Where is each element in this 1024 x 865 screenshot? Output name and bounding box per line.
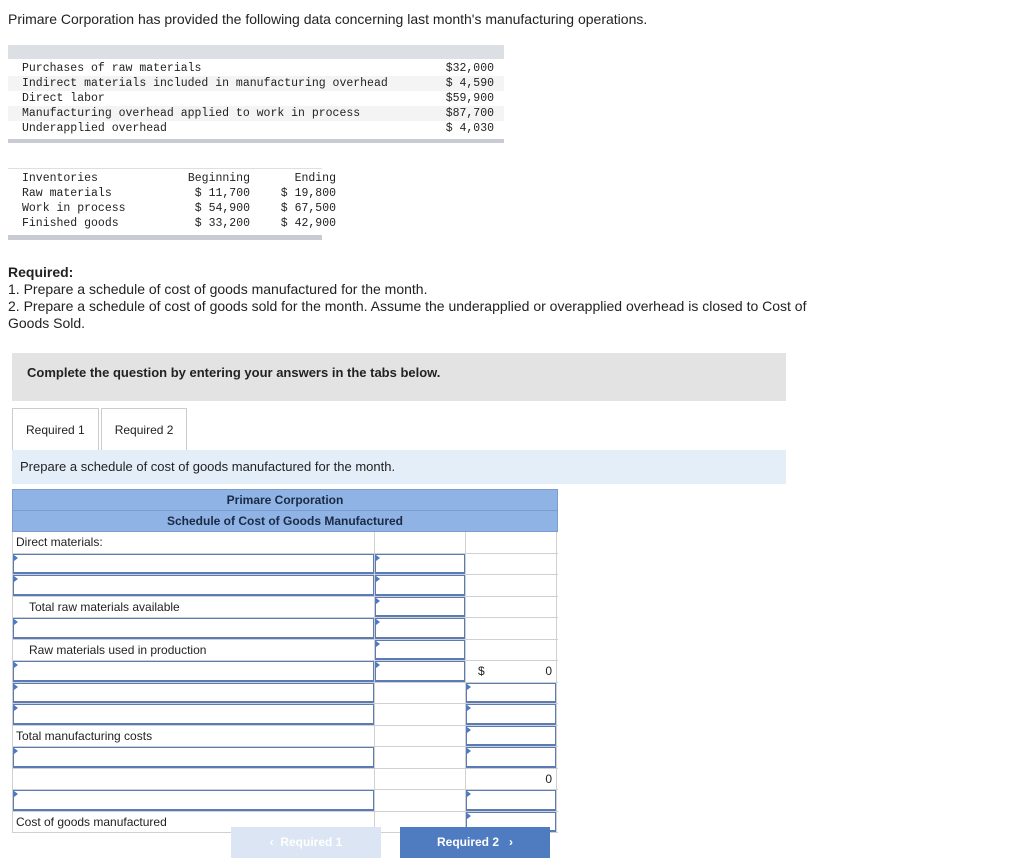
label-input[interactable] (13, 618, 374, 639)
table-row (12, 554, 558, 576)
next-label: Required 2 (436, 835, 499, 849)
raw-materials-used-label: Raw materials used in production (29, 642, 207, 657)
table-row (12, 532, 558, 554)
table-row (12, 726, 558, 748)
cogm-schedule (12, 489, 558, 833)
amount-input[interactable] (375, 640, 465, 661)
table-row: Purchases of raw materials $32,000 (22, 62, 494, 75)
prev-label: Required 1 (280, 835, 343, 849)
table-row (12, 575, 558, 597)
table-row (12, 640, 558, 662)
total-manufacturing-costs-label: Total manufacturing costs (16, 728, 153, 743)
table-row: Manufacturing overhead applied to work in process $87,700 (8, 106, 504, 121)
table-row (12, 790, 558, 812)
table-row (12, 597, 558, 619)
chevron-right-icon: › (509, 835, 514, 849)
label-input[interactable] (13, 683, 374, 704)
table-row (12, 618, 558, 640)
label-input[interactable] (13, 575, 374, 596)
tab-required-1[interactable]: Required 1 (12, 408, 99, 451)
required-section (8, 264, 848, 332)
table-row: Direct labor $59,900 (22, 92, 494, 105)
required-item-1: 1. Prepare a schedule of cost of goods manufactured for the month. (8, 281, 428, 297)
cogm-label: Cost of goods manufactured (16, 814, 167, 829)
schedule-company: Primare Corporation (226, 493, 344, 507)
table-row: Underapplied overhead $ 4,030 (22, 122, 494, 135)
table-row (12, 683, 558, 705)
table-row (12, 769, 558, 791)
inventories-table (8, 168, 336, 240)
amount-input[interactable] (466, 747, 556, 768)
table-row (12, 747, 558, 769)
table-row: Raw materials $ 11,700 $ 19,800 (22, 187, 336, 200)
amount-input[interactable] (375, 661, 465, 682)
table-header-row: Inventories Beginning Ending (22, 172, 336, 185)
amount-input[interactable] (375, 554, 465, 575)
table-row: Work in process $ 54,900 $ 67,500 (22, 202, 336, 215)
label-input[interactable] (13, 704, 374, 725)
next-button[interactable] (400, 827, 550, 858)
direct-materials-label: Direct materials: (16, 535, 103, 549)
total-raw-materials-label: Total raw materials available (29, 599, 180, 614)
intro-text: Primare Corporation has provided the following data concerning last month's manufacturing operations. (8, 11, 648, 27)
amount-input[interactable] (466, 726, 556, 747)
table-row (12, 704, 558, 726)
instructions-banner: Complete the question by entering your answers in the tabs below. (12, 353, 786, 401)
prev-button[interactable] (231, 827, 381, 858)
label-input[interactable] (13, 661, 374, 682)
tab-required-2[interactable]: Required 2 (101, 408, 188, 451)
tab-prompt: Prepare a schedule of cost of goods manufactured for the month. (12, 450, 786, 484)
table-row: Indirect materials included in manufacturing overhead $ 4,590 (8, 76, 504, 91)
tab-bar (12, 408, 187, 451)
required-heading: Required: (8, 264, 74, 280)
schedule-title: Schedule of Cost of Goods Manufactured (13, 510, 557, 531)
cost-data-table (8, 45, 504, 143)
amount-input[interactable] (466, 683, 556, 704)
raw-used-value: 0 (545, 664, 552, 678)
label-input[interactable] (13, 747, 374, 768)
amount-input[interactable] (375, 575, 465, 596)
label-input[interactable] (13, 554, 374, 575)
amount-input[interactable] (466, 790, 556, 811)
table-row (12, 661, 558, 683)
amount-input[interactable] (375, 618, 465, 639)
chevron-left-icon: ‹ (269, 835, 274, 849)
schedule-header (12, 489, 558, 532)
dollar-sign: $ (478, 664, 485, 678)
amount-input[interactable] (375, 597, 465, 618)
total-manufacturing-value: 0 (545, 771, 552, 786)
label-input[interactable] (13, 790, 374, 811)
amount-input[interactable] (466, 704, 556, 725)
required-item-2: 2. Prepare a schedule of cost of goods sold for the month. Assume the underapplied or overapplied overhead is closed to Cost of Goods Sold. (8, 298, 807, 331)
table-row: Finished goods $ 33,200 $ 42,900 (22, 217, 336, 230)
